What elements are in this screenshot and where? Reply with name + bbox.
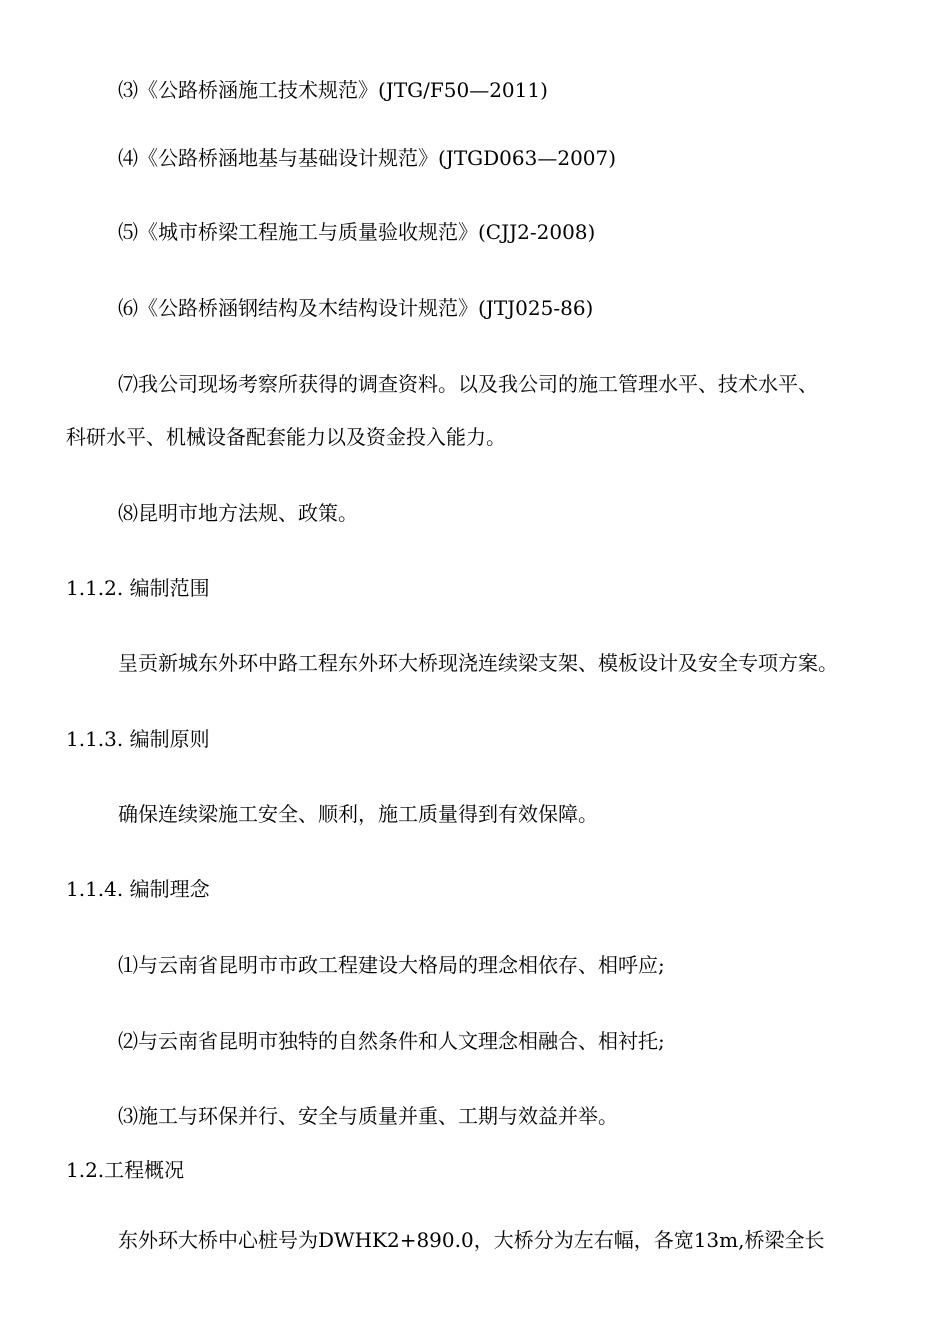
section-heading-philosophy: 1.1.4. 编制理念 (66, 877, 210, 901)
reference-item-4: ⑷《公路桥涵地基与基础设计规范》(JTGD063—2007) (118, 146, 617, 170)
reference-item-5: ⑸《城市桥梁工程施工与质量验收规范》(CJJ2-2008) (118, 220, 596, 244)
philosophy-item-3: ⑶施工与环保并行、安全与质量并重、工期与效益并举。 (118, 1104, 618, 1128)
overview-paragraph: 东外环大桥中心桩号为DWHK2+890.0，大桥分为左右幅，各宽13m,桥梁全长 (118, 1228, 825, 1252)
reference-item-6: ⑹《公路桥涵钢结构及木结构设计规范》(JTJ025-86) (118, 296, 594, 320)
philosophy-item-1: ⑴与云南省昆明市市政工程建设大格局的理念相依存、相呼应; (118, 953, 665, 977)
philosophy-item-2: ⑵与云南省昆明市独特的自然条件和人文理念相融合、相衬托; (118, 1029, 665, 1053)
reference-item-8: ⑻昆明市地方法规、政策。 (118, 501, 358, 525)
reference-item-7: ⑺我公司现场考察所获得的调查资料。以及我公司的施工管理水平、技术水平、 (118, 372, 818, 396)
reference-item-7-continued: 科研水平、机械设备配套能力以及资金投入能力。 (66, 425, 506, 449)
section-heading-principles: 1.1.3. 编制原则 (66, 727, 210, 751)
scope-paragraph: 呈贡新城东外环中路工程东外环大桥现浇连续梁支架、模板设计及安全专项方案。 (118, 651, 838, 675)
section-heading-scope: 1.1.2. 编制范围 (66, 576, 210, 600)
reference-item-3: ⑶《公路桥涵施工技术规范》(JTG/F50—2011) (118, 78, 548, 102)
principles-paragraph: 确保连续梁施工安全、顺利，施工质量得到有效保障。 (118, 802, 598, 826)
section-heading-overview: 1.2.工程概况 (66, 1158, 185, 1182)
